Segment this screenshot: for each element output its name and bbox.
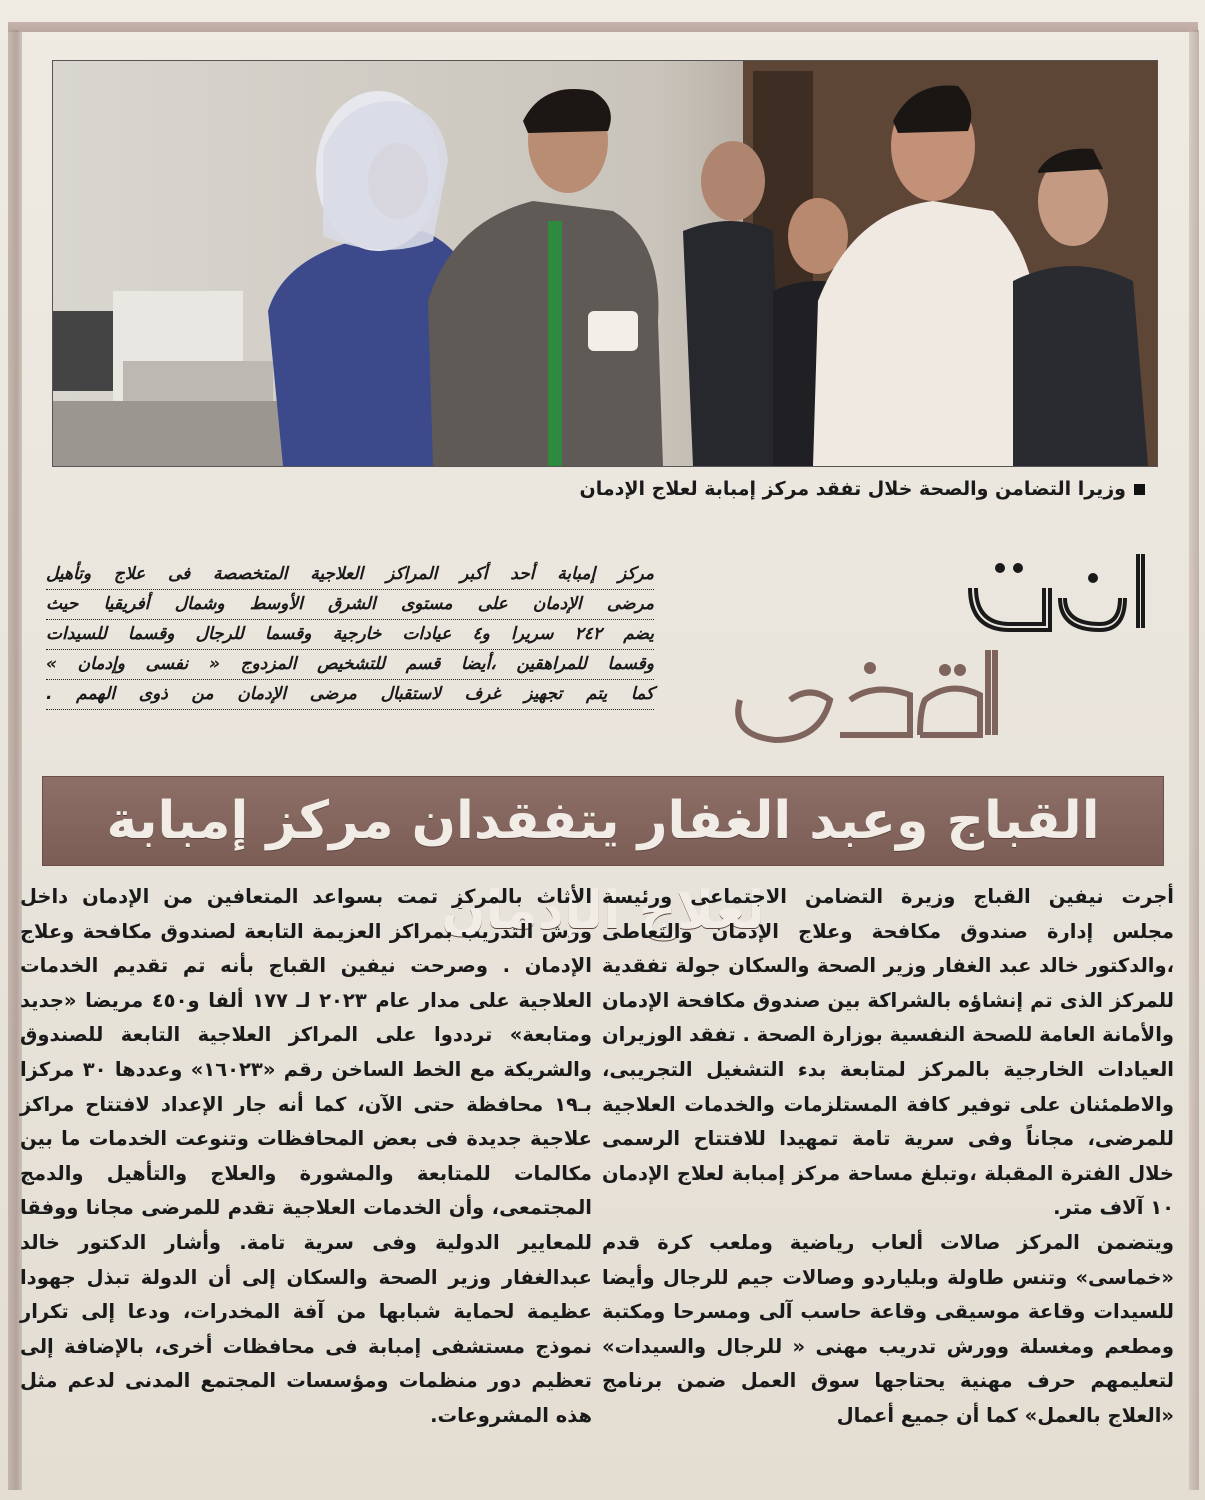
caption-bullet-icon [1134, 484, 1145, 495]
decorative-border-right [1189, 30, 1199, 1490]
caption-text: وزيرا التضامن والصحة خلال تفقد مركز إمبابة لعلاج الإدمان [579, 478, 1126, 500]
article-headline-banner [42, 776, 1164, 941]
paragraph: أجرت نيفين القباج وزيرة التضامن الاجتماعى ورئيسة مجلس إدارة صندوق مكافحة وعلاج الإدمان والتعاطى ،والدكتور خالد عبد الغفار وزير الصحة والسكان جولة تفقدية للمركز الذى تم إنشاؤه بالشراكة بين صندوق مكافحة الإدمان والأمانة العامة للصحة النفسية بوزارة الصحة . تفقد الوزيران العيادات الخارجية بالمركز لمتابعة بدء التشغيل التجريبى، والاطمئنان على توفير كافة المستلزمات والخدمات العلاجية للمرضى، مجاناً وفى سرية تامة تمهيدا للافتتاح الرسمى خلال الفترة المقبلة ،وتبلغ مساحة مركز إمبابة لعلاج الإدمان ١٠ آلاف متر. [601, 885, 1174, 1220]
campaign-logo-word-ant [960, 548, 1160, 640]
article-photo [52, 60, 1158, 467]
intro-line: وقسما للمراهقين ،أيضا قسم للتشخيص المزدوج « نفسى وإدمان » [46, 650, 654, 680]
paragraph: ويتضمن المركز صالات ألعاب رياضية وملعب كرة قدم «خماسى» وتنس طاولة وبلياردو وصالات جيم للرجال وأيضا للسيدات وقاعة موسيقى وقاعة حاسب آلى ومسرحا ومكتبة ومطعم ومغسلة وورش تدريب مهنى « للرجال والسيدات» لتعليمهم حرف مهنية يحتاجها سوق العمل ضمن برنامج «العلاج بالعمل» كما أن جميع أعمال [602, 1230, 1174, 1427]
intro-line: مرضى الإدمان على مستوى الشرق الأوسط وشمال أفريقيا حيث [46, 590, 654, 620]
photo-of-officials-touring-center-icon [53, 61, 1157, 466]
intro-line: مركز إمبابة أحد أكبر المراكز العلاجية المتخصصة فى علاج وتأهيل [46, 560, 654, 590]
intro-line: كما يتم تجهيز غرف لاستقبال مرضى الإدمان من ذوى الهمم . [46, 680, 654, 710]
article-column-left [20, 880, 592, 1434]
intro-summary [46, 560, 654, 710]
intro-line: يضم ٢٤٢ سريرا و٤ عيادات خارجية وقسما للرجال وقسما للسيدات [46, 620, 654, 650]
article-column-right [602, 880, 1174, 1434]
photo-caption [245, 478, 1145, 500]
decorative-border-top [8, 22, 1198, 32]
campaign-logo-word-aqwa [720, 640, 1010, 750]
paragraph: الأثاث بالمركز تمت بسواعد المتعافين من الإدمان داخل ورش التدريب بمراكز العزيمة التابعة لصندوق مكافحة وعلاج الإدمان . وصرحت نيفين القباج بأنه تم تقديم الخدمات العلاجية على مدار عام ٢٠٢٣ لـ ١٧٧ ألفا و٤٥٠ مريضا «جديد ومتابعة» ترددوا على المراكز العلاجية التابعة للصندوق والشريكة مع الخط الساخن رقم «١٦٠٢٣» وعددها ٣٠ مركزا بـ١٩ محافظة حتى الآن، كما أنه جار الإعداد لافتتاح مراكز علاجية جديدة فى بعض المحافظات وتنوعت الخدمات ما بين مكالمات للمتابعة والمشورة والعلاج والتأهيل والدمج المجتمعى، وأن الخدمات العلاجية تقدم للمرضى مجانا ووفقا للمعايير الدولية وفى سرية تامة. وأشار الدكتور خالد عبدالغفار وزير الصحة والسكان إلى أن الدولة تبذل جهودا عظيمة لحماية شبابها من آفة المخدرات، ودعا إلى تكرار نموذج مستشفى إمبابة فى محافظات أخرى، بالإضافة إلى تعظيم دور منظمات ومؤسسات المجتمع المدنى لدعم مثل هذه المشروعات. [20, 885, 593, 1427]
headline-text: القباج وعبد الغفار يتفقدان مركز إمبابة لعلاج الإدمان [106, 791, 1100, 941]
